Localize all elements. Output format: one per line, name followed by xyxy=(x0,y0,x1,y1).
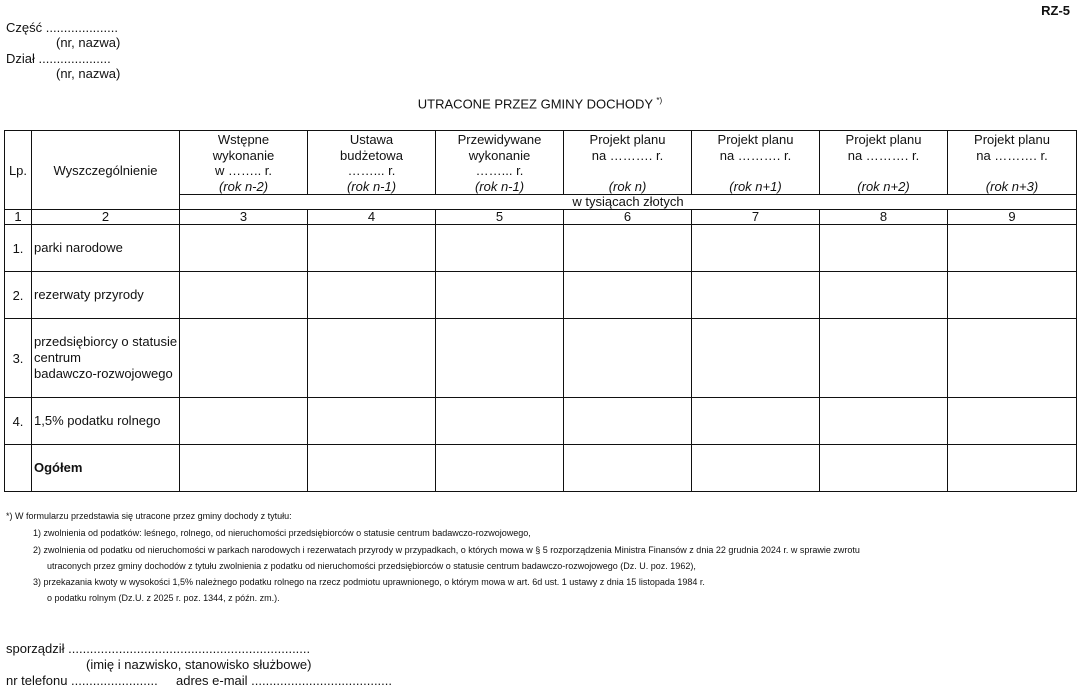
column-number: 8 xyxy=(820,210,948,225)
col-header-line: Wstępne xyxy=(217,132,270,147)
col-header-3 xyxy=(180,131,308,195)
value-cell[interactable] xyxy=(436,445,564,492)
col-header-line: Projekt planu xyxy=(974,132,1050,147)
table-row xyxy=(5,319,1077,398)
phone-field[interactable]: nr telefonu ........................ xyxy=(6,673,158,688)
col-header-line xyxy=(820,163,947,179)
value-cell[interactable] xyxy=(436,225,564,272)
value-cell[interactable] xyxy=(308,272,436,319)
row-number: 3. xyxy=(5,319,32,398)
col-header-year: (rok n-1) xyxy=(346,178,397,194)
row-label xyxy=(32,319,180,398)
page-title xyxy=(0,96,1080,111)
value-cell[interactable] xyxy=(436,398,564,445)
footnote-item: utraconych przez gminy dochodów z tytułu zwolnienia z podatku od nieruchomości przedsiębiorców o statusie centrum badawczo-rozwojowego (Dz. U. poz. 1962), xyxy=(47,561,696,571)
dzial-hint: (nr, nazwa) xyxy=(56,66,121,81)
value-cell[interactable] xyxy=(948,398,1077,445)
form-code: RZ-5 xyxy=(1041,3,1070,18)
col-header-line: budżetowa xyxy=(340,147,403,163)
col-header-8 xyxy=(820,131,948,195)
prepared-by-field[interactable]: sporządził ................................................................... xyxy=(6,641,311,656)
col-header-5 xyxy=(436,131,564,195)
row-number xyxy=(5,445,32,492)
col-header-line: Projekt planu xyxy=(589,132,666,147)
col-header-6 xyxy=(564,131,692,195)
total-label: Ogółem xyxy=(32,445,180,492)
table-row xyxy=(5,272,1077,319)
footnote-item: o podatku rolnym (Dz.U. z 2025 r. poz. 1344, z późn. zm.). xyxy=(47,593,280,603)
row-number: 2. xyxy=(5,272,32,319)
col-header-year: (rok n+2) xyxy=(857,178,910,194)
value-cell[interactable] xyxy=(564,319,692,398)
footnote-item: 3) przekazania kwoty w wysokości 1,5% należnego podatku rolnego na rzecz podmiotu uprawnionego, o którym mowa w art. 6d ust. 1 ustawy z dnia 15 listopada 1984 r. xyxy=(33,577,705,587)
col-header-line: Projekt planu xyxy=(845,132,922,147)
column-number: 4 xyxy=(308,210,436,225)
col-header-line xyxy=(564,163,691,179)
value-cell[interactable] xyxy=(308,225,436,272)
column-number-row xyxy=(5,210,1077,225)
lp-header: Lp. xyxy=(5,131,32,210)
value-cell[interactable] xyxy=(308,445,436,492)
col-header-4 xyxy=(308,131,436,195)
column-number: 7 xyxy=(692,210,820,225)
value-cell[interactable] xyxy=(180,445,308,492)
value-cell[interactable] xyxy=(692,445,820,492)
value-cell[interactable] xyxy=(820,445,948,492)
column-number: 5 xyxy=(436,210,564,225)
value-cell[interactable] xyxy=(820,272,948,319)
revenue-table xyxy=(4,130,1077,492)
czesc-hint: (nr, nazwa) xyxy=(56,35,121,50)
column-number: 1 xyxy=(5,210,32,225)
title-text: UTRACONE PRZEZ GMINY DOCHODY xyxy=(417,96,653,112)
table-row xyxy=(5,225,1077,272)
email-field[interactable]: adres e-mail ....................................... xyxy=(176,673,392,688)
col-header-9 xyxy=(948,131,1077,195)
footnote-intro: *) W formularzu przedstawia się utracone przez gminy dochody z tytułu: xyxy=(6,511,292,521)
table-row xyxy=(5,398,1077,445)
column-number: 2 xyxy=(32,210,180,225)
col-header-line xyxy=(692,163,819,179)
row-label-line: centrum xyxy=(34,350,81,365)
row-label: rezerwaty przyrody xyxy=(32,272,180,319)
col-header-line: Ustawa xyxy=(349,132,394,147)
col-header-line: na ………. r. xyxy=(591,147,664,163)
col-header-year: (rok n) xyxy=(608,178,647,194)
value-cell[interactable] xyxy=(180,319,308,398)
col-header-line: na ………. r. xyxy=(847,147,920,163)
value-cell[interactable] xyxy=(820,398,948,445)
column-number: 3 xyxy=(180,210,308,225)
value-cell[interactable] xyxy=(564,398,692,445)
value-cell[interactable] xyxy=(180,272,308,319)
column-number: 6 xyxy=(564,210,692,225)
footnote-item: 1) zwolnienia od podatków: leśnego, rolnego, od nieruchomości przedsiębiorców o statusie centrum badawczo-rozwojowego, xyxy=(33,528,531,538)
col-header-line: ……... r. xyxy=(475,163,524,178)
col-header-line: wykonanie xyxy=(468,147,531,163)
col-header-year: (rok n-1) xyxy=(474,178,525,194)
value-cell[interactable] xyxy=(692,225,820,272)
value-cell[interactable] xyxy=(692,272,820,319)
czesc-field[interactable]: Część .................... xyxy=(6,20,118,35)
col-header-line: na ………. r. xyxy=(719,147,792,163)
footnote-item: 2) zwolnienia od podatku od nieruchomości w parkach narodowych i rezerwatach przyrody w przypadkach, o których mowa w § 5 rozporządzenia Ministra Finansów z dnia 22 grudnia 2024 r. w sprawie zwrotu xyxy=(33,545,860,555)
value-cell[interactable] xyxy=(820,319,948,398)
col-header-line: wykonanie xyxy=(212,147,275,163)
col-header-line: ……... r. xyxy=(347,163,396,178)
column-number: 9 xyxy=(948,210,1077,225)
row-number: 1. xyxy=(5,225,32,272)
col-header-line: na ………. r. xyxy=(976,147,1048,163)
value-cell[interactable] xyxy=(948,445,1077,492)
row-number: 4. xyxy=(5,398,32,445)
value-cell[interactable] xyxy=(692,319,820,398)
value-cell[interactable] xyxy=(820,225,948,272)
col-header-year: (rok n+3) xyxy=(985,178,1039,194)
row-label: parki narodowe xyxy=(32,225,180,272)
value-cell[interactable] xyxy=(308,319,436,398)
value-cell[interactable] xyxy=(948,319,1077,398)
row-label-line: badawczo-rozwojowego xyxy=(34,366,173,381)
row-label-line: przedsiębiorcy o statusie xyxy=(34,334,178,349)
value-cell[interactable] xyxy=(308,398,436,445)
col-header-year: (rok n-2) xyxy=(218,178,269,194)
col-header-line: Przewidywane xyxy=(457,132,542,147)
value-cell[interactable] xyxy=(948,272,1077,319)
unit-label: w tysiącach złotych xyxy=(180,195,1077,210)
value-cell[interactable] xyxy=(564,445,692,492)
value-cell[interactable] xyxy=(692,398,820,445)
col-header-7 xyxy=(692,131,820,195)
prepared-by-hint: (imię i nazwisko, stanowisko służbowe) xyxy=(86,657,312,672)
title-footnote-mark: *) xyxy=(656,96,663,105)
dzial-field[interactable]: Dział .................... xyxy=(6,51,111,66)
col-header-line: w …….. r. xyxy=(214,163,273,178)
value-cell[interactable] xyxy=(564,225,692,272)
col-header-line: Projekt planu xyxy=(717,132,794,147)
value-cell[interactable] xyxy=(180,398,308,445)
value-cell[interactable] xyxy=(180,225,308,272)
value-cell[interactable] xyxy=(564,272,692,319)
desc-header: Wyszczególnienie xyxy=(32,131,180,210)
row-label: 1,5% podatku rolnego xyxy=(32,398,180,445)
header-row xyxy=(5,131,1077,195)
total-row xyxy=(5,445,1077,492)
value-cell[interactable] xyxy=(436,319,564,398)
value-cell[interactable] xyxy=(948,225,1077,272)
col-header-year: (rok n+1) xyxy=(729,178,782,194)
value-cell[interactable] xyxy=(436,272,564,319)
col-header-line xyxy=(948,163,1076,179)
